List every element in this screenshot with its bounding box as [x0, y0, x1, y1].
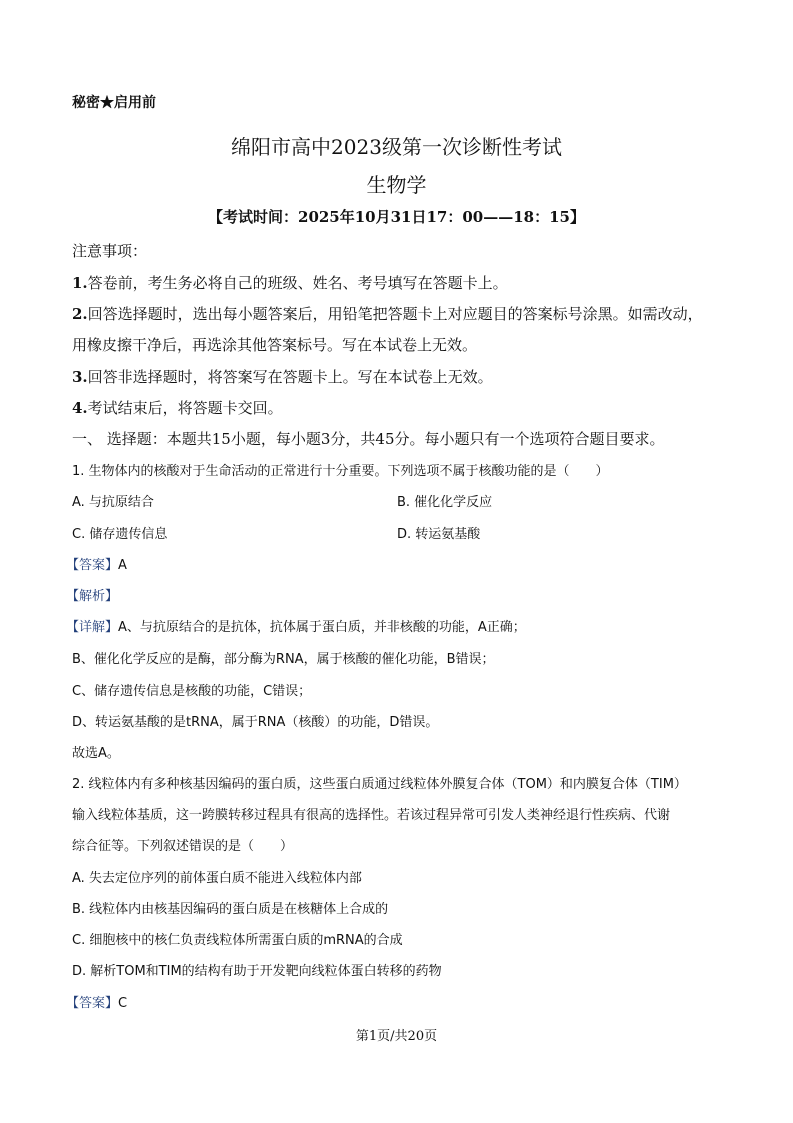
note-item: 1.答卷前，考生务必将自己的班级、姓名、考号填写在答题卡上。: [72, 274, 508, 292]
q2-option-a: A. 失去定位序列的前体蛋白质不能进入线粒体内部: [72, 871, 362, 886]
q1-option-a: A. 与抗原结合: [72, 495, 154, 510]
q1-detail-line: D、转运氨基酸的是tRNA，属于RNA（核酸）的功能，D错误。: [72, 715, 439, 730]
q1-option-b: B. 催化化学反应: [397, 495, 493, 510]
question-2-stem: 输入线粒体基质，这一跨膜转移过程具有很高的选择性。若该过程异常可引发人类神经退行性疾病、代谢: [72, 808, 671, 823]
q1-answer: 【答案】A: [66, 558, 127, 573]
exam-time: 【考试时间：2025年10月31日17：00——18：15】: [208, 208, 585, 226]
note-item: 3.回答非选择题时，将答案写在答题卡上。写在本试卷上无效。: [72, 368, 493, 386]
q2-option-c: C. 细胞核中的核仁负责线粒体所需蛋白质的mRNA的合成: [72, 933, 403, 948]
q1-option-d: D. 转运氨基酸: [397, 527, 481, 542]
confidential-mark: 秘密★启用前: [72, 95, 156, 111]
notes-title: 注意事项：: [72, 242, 148, 260]
note-item: 用橡皮擦干净后，再选涂其他答案标号。写在本试卷上无效。: [72, 336, 478, 354]
question-2-stem: 综合征等。下列叙述错误的是（ ）: [72, 839, 294, 854]
page-footer: 第1页/共20页: [355, 1029, 438, 1044]
exam-title: 绵阳市高中2023级第一次诊断性考试: [231, 135, 562, 159]
q2-answer: 【答案】C: [66, 996, 128, 1011]
note-item: 2.回答选择题时，选出每小题答案后，用铅笔把答题卡上对应题目的答案标号涂黑。如需改动，: [72, 305, 703, 323]
question-1-stem: 1. 生物体内的核酸对于生命活动的正常进行十分重要。下列选项不属于核酸功能的是（ ）: [72, 464, 609, 479]
q1-detail-line: C、储存遗传信息是核酸的功能，C错误；: [72, 684, 312, 699]
q1-detail: 【详解】A、与抗原结合的是抗体，抗体属于蛋白质，并非核酸的功能，A正确；: [66, 620, 526, 635]
q2-option-d: D. 解析TOM和TIM的结构有助于开发靶向线粒体蛋白转移的药物: [72, 964, 442, 979]
q1-analysis-tag: 【解析】: [66, 589, 119, 604]
q2-option-b: B. 线粒体内由核基因编码的蛋白质是在核糖体上合成的: [72, 902, 389, 917]
section-heading: 一、 选择题：本题共15小题，每小题3分，共45分。每小题只有一个选项符合题目要求。: [72, 430, 665, 448]
q1-conclusion: 故选A。: [72, 746, 120, 761]
note-item: 4.考试结束后，将答题卡交回。: [72, 399, 283, 417]
q1-detail-line: B、催化化学反应的是酶，部分酶为RNA，属于核酸的催化功能，B错误；: [72, 652, 495, 667]
question-2-stem: 2. 线粒体内有多种核基因编码的蛋白质，这些蛋白质通过线粒体外膜复合体（TOM）和内膜复合体（TIM）: [72, 777, 687, 792]
exam-subject: 生物学: [366, 173, 427, 197]
q1-option-c: C. 储存遗传信息: [72, 527, 168, 542]
